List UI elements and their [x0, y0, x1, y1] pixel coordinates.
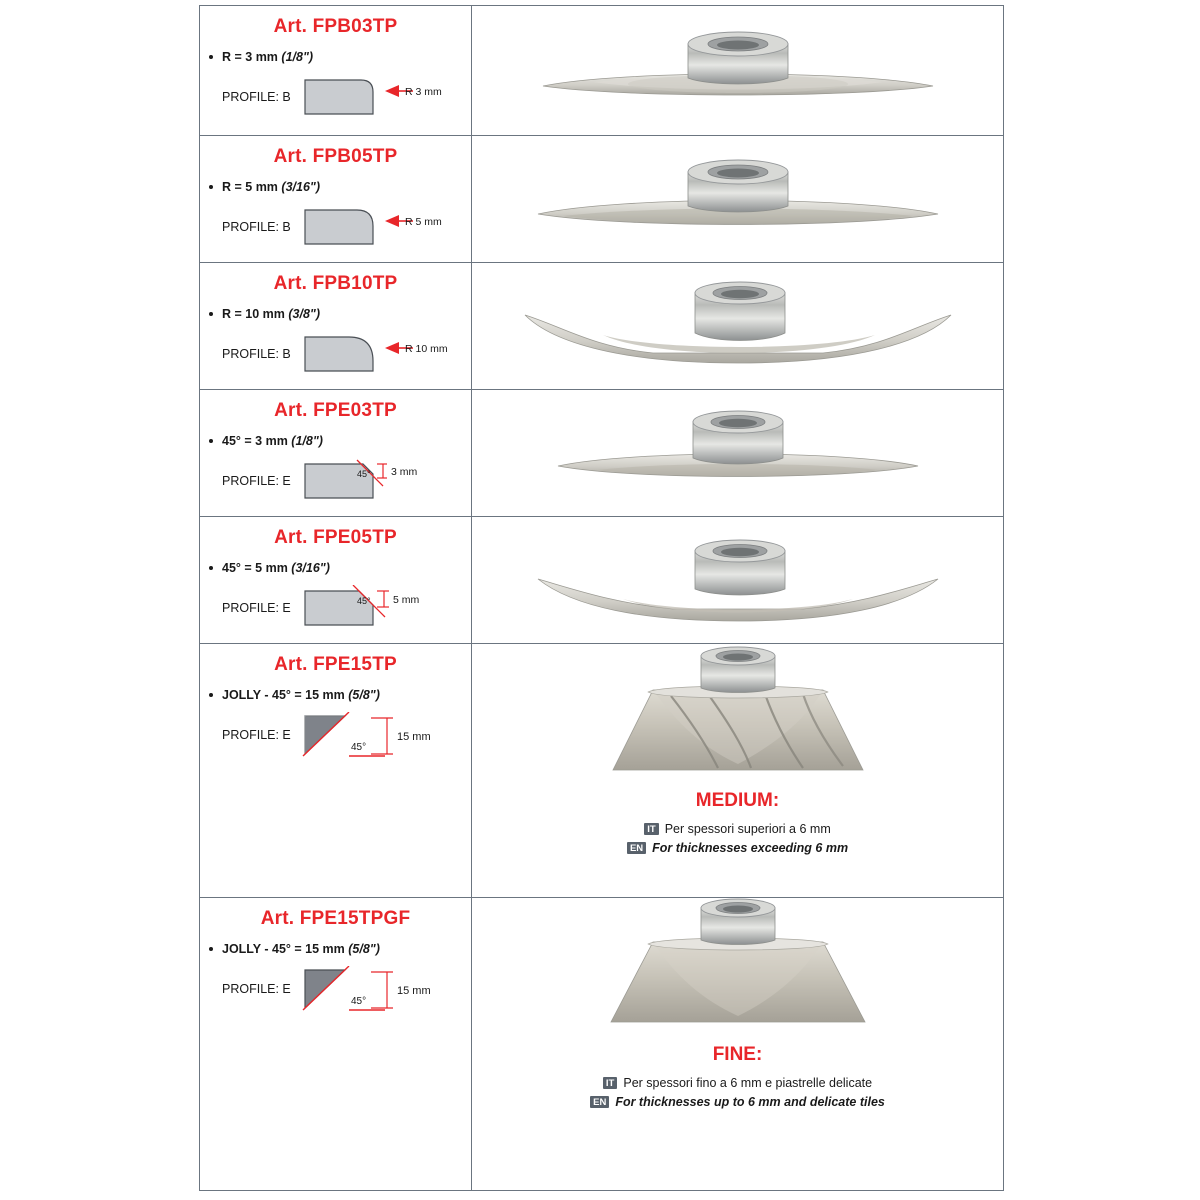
grinding-wheel-image: [503, 6, 973, 134]
table-row: [200, 644, 1003, 898]
profile-shape-round-icon: [301, 204, 451, 250]
note-title: FINE:: [712, 1044, 763, 1065]
lang-tag-en: EN: [627, 842, 646, 855]
note-text-en: For thicknesses up to 6 mm and delicate tiles: [615, 1095, 885, 1109]
product-table: [199, 5, 1004, 1191]
profile-shape-bevel-icon: [301, 585, 451, 631]
row-spec-cell: [200, 517, 472, 643]
spec-line: [200, 46, 471, 68]
profile-label: PROFILE: E: [222, 728, 291, 742]
bullet-icon: [209, 55, 213, 59]
profile-shape-bevel-icon: [301, 458, 451, 504]
dimension-label: R 5 mm: [404, 216, 442, 228]
spec-angle: JOLLY - 45° = 15 mm (5/8"): [222, 688, 380, 702]
grinding-wheel-image: [503, 644, 973, 784]
row-spec-cell: [200, 644, 472, 897]
row-spec-cell: [200, 263, 472, 389]
note-line-en: [472, 841, 1003, 855]
profile-diagram: [301, 331, 451, 377]
bullet-icon: [209, 947, 213, 951]
profile-diagram: [301, 585, 451, 631]
bullet-icon: [209, 566, 213, 570]
angle-label: 45°: [356, 469, 371, 479]
angle-label: 45°: [350, 742, 366, 753]
grinding-wheel-image: [503, 517, 973, 642]
table-row: [200, 517, 1003, 644]
dimension-label: 15 mm: [396, 731, 431, 743]
table-row: [200, 136, 1003, 263]
bullet-icon: [209, 439, 213, 443]
row-spec-cell: [200, 898, 472, 1190]
spec-angle: 45° = 3 mm (1/8"): [222, 434, 323, 448]
grinding-wheel-image: [503, 898, 973, 1038]
article-code: Art. FPB03TP: [273, 16, 398, 37]
product-image-cell: [472, 390, 1003, 516]
profile-diagram: [301, 712, 456, 758]
profile-row: [200, 204, 471, 250]
profile-row: [200, 74, 471, 120]
profile-label: PROFILE: E: [222, 982, 291, 996]
lang-tag-it: IT: [644, 823, 658, 836]
spec-line: [200, 938, 471, 960]
note-block-fine: [472, 1038, 1003, 1124]
angle-label: 45°: [350, 996, 366, 1007]
profile-row: [200, 331, 471, 377]
note-text-it: Per spessori superiori a 6 mm: [664, 822, 831, 836]
article-code: Art. FPB05TP: [273, 146, 398, 167]
bullet-icon: [209, 185, 213, 189]
article-code: Art. FPE03TP: [274, 400, 397, 421]
profile-shape-round-icon: [301, 74, 451, 120]
profile-row: [200, 712, 471, 758]
profile-diagram: [301, 458, 451, 504]
spec-angle: 45° = 5 mm (3/16"): [222, 561, 330, 575]
lang-tag-en: EN: [590, 1096, 609, 1109]
product-image-cell: [472, 517, 1003, 643]
profile-label: PROFILE: B: [222, 220, 291, 234]
note-line-it: [472, 822, 1003, 836]
spec-line: [200, 430, 471, 452]
spec-radius: R = 10 mm (3/8"): [222, 307, 321, 321]
dimension-label: R 3 mm: [404, 86, 442, 98]
article-code: Art. FPE15TPGF: [260, 908, 411, 929]
profile-label: PROFILE: E: [222, 474, 291, 488]
bullet-icon: [209, 693, 213, 697]
product-image-cell: [472, 644, 1003, 897]
spec-angle: JOLLY - 45° = 15 mm (5/8"): [222, 942, 380, 956]
lang-tag-it: IT: [603, 1077, 617, 1090]
row-spec-cell: [200, 136, 472, 262]
article-code: Art. FPE05TP: [274, 527, 397, 548]
spec-line: [200, 557, 471, 579]
dimension-label: R 10 mm: [404, 343, 448, 355]
row-spec-cell: [200, 6, 472, 135]
product-image-cell: [472, 898, 1003, 1190]
table-row: [200, 898, 1003, 1190]
profile-label: PROFILE: B: [222, 90, 291, 104]
grinding-wheel-image: [503, 136, 973, 261]
dimension-label: 15 mm: [396, 985, 431, 997]
note-block-medium: [472, 784, 1003, 870]
profile-shape-bevel-icon: [301, 966, 456, 1012]
profile-shape-bevel-icon: [301, 712, 456, 758]
note-text-en: For thicknesses exceeding 6 mm: [652, 841, 849, 855]
profile-shape-round-icon: [301, 331, 451, 377]
product-image-cell: [472, 136, 1003, 262]
note-text-it: Per spessori fino a 6 mm e piastrelle delicate: [623, 1076, 873, 1090]
table-row: [200, 263, 1003, 390]
profile-diagram: [301, 966, 456, 1012]
article-code: Art. FPE15TP: [274, 654, 397, 675]
note-title: MEDIUM:: [695, 790, 780, 811]
profile-label: PROFILE: B: [222, 347, 291, 361]
angle-label: 45°: [356, 596, 371, 606]
spec-line: [200, 684, 471, 706]
note-line-en: [472, 1095, 1003, 1109]
profile-diagram: [301, 74, 451, 120]
spec-radius: R = 3 mm (1/8"): [222, 50, 314, 64]
bullet-icon: [209, 312, 213, 316]
profile-diagram: [301, 204, 451, 250]
table-row: [200, 6, 1003, 136]
spec-line: [200, 303, 471, 325]
grinding-wheel-image: [503, 263, 973, 388]
note-line-it: [472, 1076, 1003, 1090]
table-row: [200, 390, 1003, 517]
row-spec-cell: [200, 390, 472, 516]
profile-row: [200, 966, 471, 1012]
profile-row: [200, 458, 471, 504]
grinding-wheel-image: [503, 390, 973, 515]
profile-label: PROFILE: E: [222, 601, 291, 615]
product-image-cell: [472, 263, 1003, 389]
product-image-cell: [472, 6, 1003, 135]
dimension-label: 3 mm: [390, 466, 418, 478]
profile-row: [200, 585, 471, 631]
dimension-label: 5 mm: [392, 594, 420, 606]
spec-radius: R = 5 mm (3/16"): [222, 180, 321, 194]
article-code: Art. FPB10TP: [273, 273, 398, 294]
spec-line: [200, 176, 471, 198]
